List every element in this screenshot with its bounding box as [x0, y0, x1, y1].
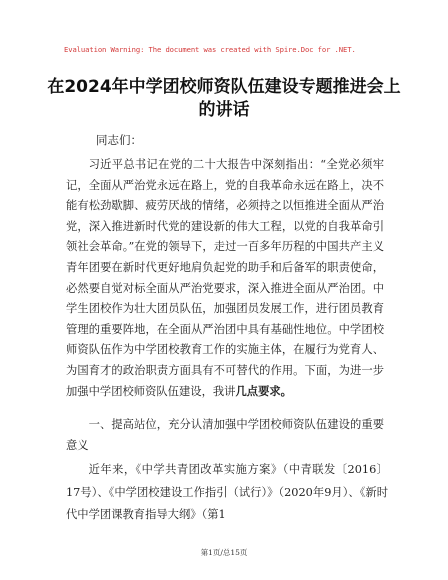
body-paragraph: [66, 155, 384, 402]
salutation: 同志们：: [96, 133, 142, 147]
document-title: 在2024年中学团校师资队伍建设专题推进会上的讲话: [47, 77, 401, 120]
page-footer: 第1页/总15页: [200, 548, 248, 557]
body-paragraph-text: 习近平总书记在党的二十大报告中深刻指出：“全党必须牢记，全面从严治党永远在路上，党的自我革命永远在路上，决不能有松劲歇脚、疲劳厌战的情绪，必须持之以恒推进全面从严治党，深入推进新时代党的建设新的伟大工程，以党的自我革命引领社会革命。”在党的领导下，走过一百多年历程的中国共产主义青年团要在新时代更好地肩负起党的助手和后备军的职责使命，必然要自觉对标全面从严治党要求，深入推进全面从严治团。中学生团校作为壮大团员队伍，加强团员发展工作，进行团员教育管理的重要阵地，在全面从严治团中具有基础性地位。中学团校师资队伍作为中学团校教育工作的实施主体，在履行为党育人、为国育才的政治职责方面具有不可替代的作用。下面，为进一步加强中学团校师资队伍建设，我讲: [66, 158, 384, 398]
evaluation-warning: Evaluation Warning: The document was created with Spire.Doc for .NET.: [64, 45, 356, 54]
body-paragraph-bold: 几点要求。: [235, 384, 292, 398]
section-heading: 一、提高站位，充分认清加强中学团校师资队伍建设的重要意义: [66, 418, 384, 452]
body-paragraph-2: 近年来，《中学共青团改革实施方案》（中青联发〔2016〕17号）、《中学团校建设工作指引（试行）》（2020年9月）、《新时代中学团课教育指导大纲》（第1: [66, 463, 388, 521]
